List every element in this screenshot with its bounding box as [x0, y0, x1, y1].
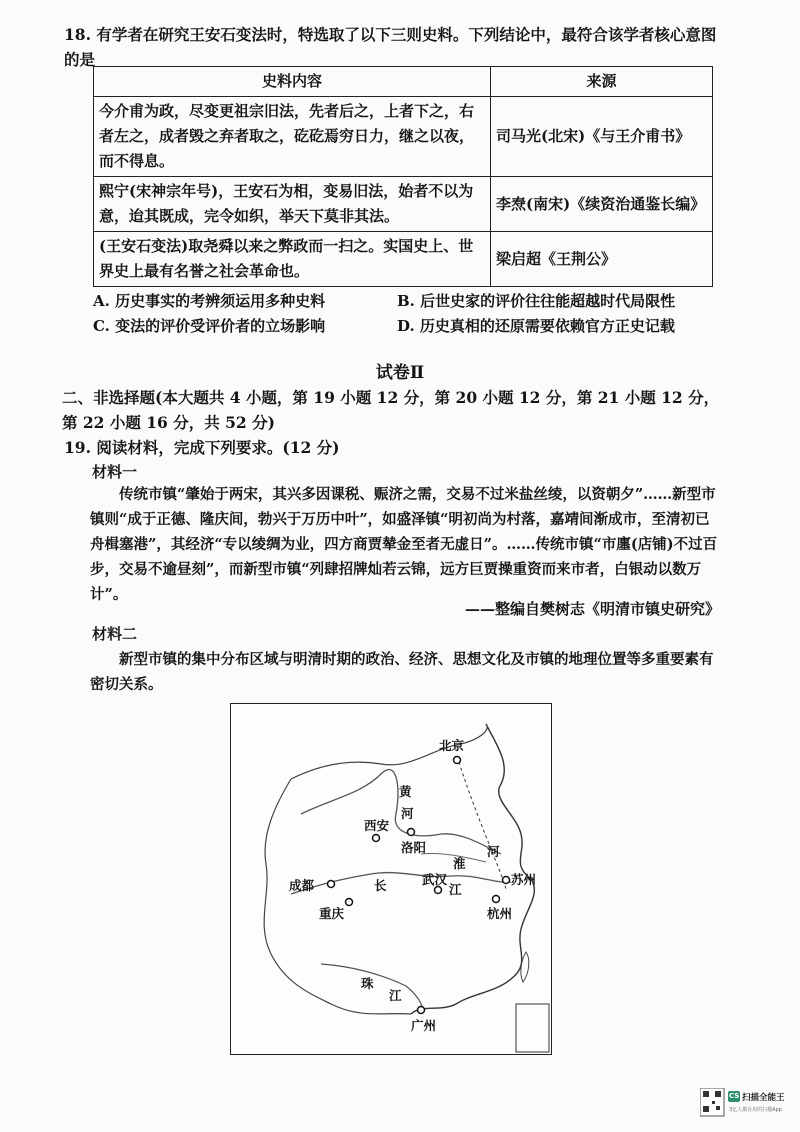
label-hangzhou: 杭州 [487, 906, 513, 921]
cs-logo: CS [729, 1092, 740, 1100]
inset-box [516, 1004, 549, 1052]
suzhou-dot [503, 877, 510, 884]
hangzhou-dot [493, 896, 500, 903]
paper2-title: 试卷Ⅱ [375, 363, 425, 383]
guangzhou-dot [418, 1007, 425, 1014]
header-source: 来源 [491, 67, 713, 97]
option-a[interactable]: A. 历史事实的考辨须运用多种史料 [93, 292, 326, 310]
label-guangzhou: 广州 [411, 1018, 437, 1033]
label-xian: 西安 [364, 818, 390, 833]
source-table [93, 66, 713, 287]
material2-text: 新型市镇的集中分布区域与明清时期的政治、经济、思想文化及市镇的地理位置等多重要素有密切关系。 [90, 651, 714, 693]
row2-source: 李焘(南宋)《续资治通鉴长编》 [491, 177, 713, 232]
chongqing-dot [346, 899, 353, 906]
label-luoyang: 洛阳 [401, 840, 427, 855]
label-suzhou: 苏州 [511, 872, 537, 887]
material1-citation: ——整编自樊树志《明清市镇史研究》 [464, 600, 720, 618]
table-row [94, 232, 713, 287]
material1-title: 材料一 [92, 463, 138, 481]
row1-content: 今介甫为政，尽变更祖宗旧法，先者后之，上者下之，右者左之，成者毁之弃者取之，矻矻焉穷日力，继之以夜，而不得息。 [94, 97, 491, 177]
section-heading: 二、非选择题(本大题共 4 小题，第 19 小题 12 分，第 20 小题 12 分，第 21 小题 12 分，第 22 小题 16 分，共 52 分) [62, 388, 720, 432]
label-zhu: 珠 [361, 976, 374, 991]
label-chengdu: 成都 [289, 878, 315, 893]
row2-content: 熙宁(宋神宗年号)，王安石为相，变易旧法，始者不以为意，迨其既成，完令如织，举天下莫非其法。 [94, 177, 491, 232]
options-row-1 [93, 290, 733, 311]
label-huang: 黄 [399, 784, 412, 799]
label-beijing: 北京 [439, 738, 465, 753]
label-zhujiang: 江 [389, 988, 402, 1003]
luoyang-dot [408, 829, 415, 836]
chengdu-dot [328, 881, 335, 888]
grand-canal [459, 762, 506, 889]
table-header-row [94, 67, 713, 97]
q19-stem: 19. 阅读材料，完成下列要求。(12 分) [64, 438, 340, 457]
option-b[interactable]: B. 后世史家的评价往往能超越时代局限性 [397, 292, 676, 310]
label-jiang: 江 [449, 882, 462, 897]
header-content: 史料内容 [94, 67, 491, 97]
label-chongqing: 重庆 [319, 906, 345, 921]
option-d[interactable]: D. 历史真相的还原需要依赖官方正史记载 [397, 317, 675, 335]
brand-name: 扫描全能王 [742, 1093, 785, 1103]
row1-source: 司马光(北宋)《与王介甫书》 [491, 97, 713, 177]
q18-stem: 18. 有学者在研究王安石变法时，特选取了以下三则史料。下列结论中，最符合该学者核心意图的是 [64, 25, 717, 69]
table-row [94, 177, 713, 232]
row3-content: (王安石变法)取尧舜以来之弊政而一扫之。实国史上、世界史上最有名誉之社会革命也。 [94, 232, 491, 287]
label-huai: 淮 [453, 856, 466, 871]
row3-source: 梁启超《王荆公》 [491, 232, 713, 287]
label-wuhan: 武汉 [422, 872, 448, 887]
label-chang: 长 [374, 878, 387, 893]
options-row-2 [93, 315, 733, 336]
beijing-dot [454, 757, 461, 764]
coastline [411, 724, 537, 1014]
material1-text: 传统市镇“肇始于两宋，其兴多因课税、赈济之需，交易不过米盐丝绫，以资朝夕”……新型市镇则“成于正德、隆庆间，勃兴于万历中叶”，如盛泽镇“明初尚为村落，嘉靖间渐成市，至清初已舟楫塞港”，其经济“专以绫绸为业，四方商贾辇金至者无虚日”。……传统市镇“市廛(店铺)不过百步，交易不逾昼刻”，而新型市镇“列肆招牌灿若云锦，远方巨贾操重资而来市者，白银动以数万计”。 [90, 486, 718, 603]
ming-qing-map [230, 703, 552, 1055]
table-row [94, 97, 713, 177]
xian-dot [373, 835, 380, 842]
label-huang-he: 河 [401, 806, 414, 821]
brand-tagline: 3亿人都在用的扫描App [729, 1107, 782, 1113]
scanner-watermark [700, 1088, 786, 1122]
material2-title: 材料二 [92, 625, 138, 643]
yangtze-river [291, 873, 511, 894]
option-c[interactable]: C. 变法的评价受评价者的立场影响 [93, 317, 326, 335]
label-huai-he: 河 [487, 844, 500, 859]
